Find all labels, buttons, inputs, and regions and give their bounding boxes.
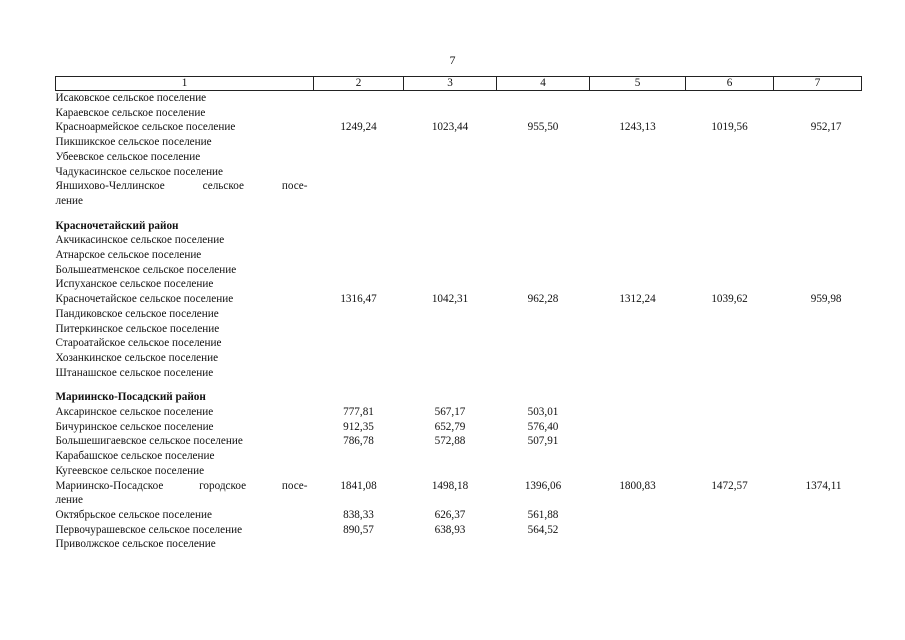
value-cell-col-2	[314, 263, 404, 278]
value-cell-col-5	[590, 493, 686, 508]
table-row	[56, 366, 862, 381]
value-cell-col-3	[404, 233, 497, 248]
value-cell-col-6	[686, 493, 774, 508]
table-row	[56, 351, 862, 366]
value-cell-col-6	[686, 434, 774, 449]
table-row	[56, 120, 862, 135]
value-cell-col-2	[314, 150, 404, 165]
value-cell-col-5	[590, 420, 686, 435]
value-cell-col-6	[686, 351, 774, 366]
settlement-name: Красноармейское сельское поселение	[55, 121, 236, 134]
value-cell-col-2: 838,33	[343, 508, 374, 521]
district-name: Мариинско-Посадский район	[55, 391, 206, 404]
value-cell-col-2	[314, 277, 404, 292]
settlement-name: Испуханское сельское поселение	[55, 278, 214, 291]
value-cell-col-3: 1023,44	[431, 121, 469, 134]
value-cell-col-3: 638,93	[434, 523, 466, 536]
value-cell-col-5	[590, 405, 686, 420]
value-cell-col-7	[774, 351, 862, 366]
value-cell-col-7	[774, 322, 862, 337]
value-cell-col-7	[774, 165, 862, 180]
value-cell-col-7	[774, 307, 862, 322]
value-cell-col-3	[404, 464, 497, 479]
settlement-name: Кугеевское сельское поселение	[55, 464, 205, 477]
value-cell-col-2	[314, 449, 404, 464]
settlement-name: Караевское сельское поселение	[55, 106, 206, 119]
settlement-name: Пикшикское сельское поселение	[55, 136, 212, 149]
value-cell-col-6	[686, 508, 774, 523]
value-cell-col-4	[497, 307, 590, 322]
value-cell-col-5	[590, 150, 686, 165]
value-cell-col-2	[314, 194, 404, 209]
value-cell-col-4	[497, 91, 590, 106]
column-header: 3	[404, 77, 497, 91]
value-cell-col-3	[404, 336, 497, 351]
value-cell-col-2	[314, 537, 404, 552]
settlement-name: ление	[55, 194, 83, 207]
table-header-row	[56, 77, 862, 91]
value-cell-col-5	[590, 351, 686, 366]
value-cell-col-7: 1374,11	[805, 479, 842, 492]
value-cell-col-6	[686, 248, 774, 263]
value-cell-col-5	[590, 366, 686, 381]
table-row	[56, 194, 862, 209]
value-cell-col-4	[497, 106, 590, 121]
value-cell-col-4	[497, 263, 590, 278]
settlement-name: Аксаринское сельское поселение	[55, 406, 214, 419]
settlement-name: Первочурашевское сельское поселение	[55, 523, 243, 536]
settlement-name: Приволжское сельское поселение	[55, 538, 216, 551]
value-cell-col-3: 626,37	[434, 508, 466, 521]
value-cell-col-4	[497, 493, 590, 508]
settlement-name: Карабашское сельское поселение	[55, 450, 215, 463]
district-row	[56, 219, 862, 234]
settlement-name: Староатайское сельское поселение	[55, 337, 222, 350]
value-cell-col-4	[497, 194, 590, 209]
table-row	[56, 464, 862, 479]
value-cell-col-5	[590, 307, 686, 322]
value-cell-col-5	[590, 434, 686, 449]
value-cell-col-7	[774, 493, 862, 508]
settlement-name: Бичуринское сельское поселение	[55, 420, 214, 433]
value-cell-col-7	[774, 508, 862, 523]
district-row	[56, 390, 862, 405]
value-cell-col-3	[404, 537, 497, 552]
value-cell-col-6	[686, 165, 774, 180]
table-row	[56, 322, 862, 337]
value-cell-col-4	[497, 464, 590, 479]
value-cell-col-6	[686, 263, 774, 278]
value-cell-col-5: 1800,83	[619, 479, 656, 492]
value-cell-col-7	[774, 150, 862, 165]
value-cell-col-4	[497, 179, 590, 194]
value-cell-col-6	[686, 405, 774, 420]
value-cell-col-4	[497, 277, 590, 292]
value-cell-col-2: 1249,24	[340, 121, 377, 134]
table-row	[56, 150, 862, 165]
table-row	[56, 523, 862, 538]
settlement-name: Пандиковское сельское поселение	[55, 307, 219, 320]
value-cell-col-4	[497, 449, 590, 464]
value-cell-col-4: 564,52	[527, 523, 559, 536]
value-cell-col-3	[404, 248, 497, 263]
value-cell-col-3	[404, 351, 497, 366]
settlement-name: Красночетайское сельское поселение	[55, 293, 234, 306]
value-cell-col-5	[590, 523, 686, 538]
value-cell-col-2	[314, 165, 404, 180]
value-cell-col-7	[774, 194, 862, 209]
value-cell-col-6	[686, 366, 774, 381]
value-cell-col-7	[774, 434, 862, 449]
settlement-name: ление	[55, 494, 83, 507]
settlement-name: Мариинско-Посадское городское посе-	[55, 479, 308, 492]
value-cell-col-6	[686, 106, 774, 121]
value-cell-col-6	[686, 91, 774, 106]
value-cell-col-7	[774, 91, 862, 106]
value-cell-col-2	[314, 493, 404, 508]
value-cell-col-6	[686, 233, 774, 248]
value-cell-col-4	[497, 366, 590, 381]
table-row	[56, 336, 862, 351]
value-cell-col-5	[590, 135, 686, 150]
value-cell-col-3	[404, 150, 497, 165]
settlement-name: Чадукасинское сельское поселение	[55, 165, 224, 178]
settlement-name: Яншихово-Челлинское сельское посе-	[55, 180, 308, 193]
table-row	[56, 479, 862, 494]
value-cell-col-2	[314, 366, 404, 381]
table-row	[56, 135, 862, 150]
value-cell-col-5: 1243,13	[619, 121, 656, 134]
value-cell-col-6	[686, 307, 774, 322]
value-cell-col-5	[590, 106, 686, 121]
value-cell-col-7	[774, 537, 862, 552]
value-cell-col-3: 1042,31	[431, 293, 469, 306]
value-cell-col-4	[497, 351, 590, 366]
settlement-name: Убеевское сельское поселение	[55, 150, 201, 163]
value-cell-col-6	[686, 336, 774, 351]
settlement-name: Октябрьское сельское поселение	[55, 508, 212, 521]
value-cell-col-3	[404, 135, 497, 150]
district-name: Красночетайский район	[55, 219, 179, 232]
table-row	[56, 233, 862, 248]
value-cell-col-5	[590, 165, 686, 180]
value-cell-col-7	[774, 464, 862, 479]
value-cell-col-6: 1472,57	[711, 479, 748, 492]
value-cell-col-7	[774, 405, 862, 420]
value-cell-col-5	[590, 179, 686, 194]
value-cell-col-5	[590, 233, 686, 248]
value-cell-col-2	[314, 135, 404, 150]
value-cell-col-7: 952,17	[810, 121, 842, 134]
value-cell-col-6	[686, 464, 774, 479]
value-cell-col-4	[497, 150, 590, 165]
value-cell-col-2: 912,35	[343, 420, 374, 433]
value-cell-col-2	[314, 464, 404, 479]
settlement-name: Хозанкинское сельское поселение	[55, 351, 219, 364]
value-cell-col-6	[686, 150, 774, 165]
value-cell-col-2	[314, 307, 404, 322]
value-cell-col-7	[774, 277, 862, 292]
value-cell-col-3	[404, 307, 497, 322]
value-cell-col-5	[590, 508, 686, 523]
table-row	[56, 292, 862, 307]
value-cell-col-4	[497, 165, 590, 180]
value-cell-col-2	[314, 179, 404, 194]
value-cell-col-7	[774, 233, 862, 248]
value-cell-col-4: 561,88	[527, 508, 559, 521]
value-cell-col-7	[774, 449, 862, 464]
value-cell-col-3	[404, 91, 497, 106]
value-cell-col-5	[590, 336, 686, 351]
value-cell-col-7	[774, 336, 862, 351]
value-cell-col-7	[774, 248, 862, 263]
spacer-row	[56, 209, 862, 219]
value-cell-col-5	[590, 537, 686, 552]
value-cell-col-3: 1498,18	[431, 479, 469, 492]
value-cell-col-3	[404, 277, 497, 292]
value-cell-col-4: 962,28	[527, 293, 559, 306]
value-cell-col-6: 1019,56	[711, 121, 748, 134]
value-cell-col-3: 572,88	[434, 435, 466, 448]
value-cell-col-5	[590, 464, 686, 479]
value-cell-col-6	[686, 322, 774, 337]
settlement-name: Большеатменское сельское поселение	[55, 263, 237, 276]
value-cell-col-4: 507,91	[527, 435, 559, 448]
table-row	[56, 263, 862, 278]
spacer-cell	[56, 380, 862, 390]
table-row	[56, 449, 862, 464]
value-cell-col-3: 652,79	[434, 420, 466, 433]
value-cell-col-2	[314, 91, 404, 106]
value-cell-col-4	[497, 336, 590, 351]
value-cell-col-2	[314, 322, 404, 337]
value-cell-col-6	[686, 420, 774, 435]
value-cell-col-2: 786,78	[343, 435, 374, 448]
column-header: 5	[590, 77, 686, 91]
table-row	[56, 106, 862, 121]
table-row	[56, 179, 862, 194]
column-header: 2	[314, 77, 404, 91]
value-cell-col-5: 1312,24	[619, 293, 656, 306]
value-cell-col-5	[590, 449, 686, 464]
value-cell-col-6	[686, 537, 774, 552]
value-cell-col-3	[404, 366, 497, 381]
value-cell-col-7	[774, 366, 862, 381]
table-row	[56, 248, 862, 263]
value-cell-col-5	[590, 263, 686, 278]
value-cell-col-5	[590, 248, 686, 263]
value-cell-col-4: 503,01	[527, 406, 559, 419]
value-cell-col-3	[404, 263, 497, 278]
value-cell-col-6	[686, 179, 774, 194]
value-cell-col-4: 955,50	[527, 121, 559, 134]
value-cell-col-6	[686, 277, 774, 292]
settlement-name: Питеркинское сельское поселение	[55, 322, 220, 335]
settlement-name: Штанашское сельское поселение	[55, 366, 214, 379]
value-cell-col-4	[497, 537, 590, 552]
value-cell-col-4	[497, 248, 590, 263]
spacer-row	[56, 380, 862, 390]
column-header: 7	[774, 77, 862, 91]
value-cell-col-3	[404, 179, 497, 194]
column-header: 1	[56, 77, 314, 91]
data-table	[55, 76, 862, 552]
value-cell-col-3	[404, 194, 497, 209]
table-row	[56, 307, 862, 322]
value-cell-col-7	[774, 420, 862, 435]
value-cell-col-3	[404, 165, 497, 180]
value-cell-col-6	[686, 523, 774, 538]
settlement-name: Большешигаевское сельское поселение	[55, 435, 243, 448]
table-row	[56, 91, 862, 106]
value-cell-col-4	[497, 233, 590, 248]
table-row	[56, 165, 862, 180]
value-cell-col-2	[314, 351, 404, 366]
value-cell-col-4	[497, 135, 590, 150]
value-cell-col-5	[590, 194, 686, 209]
value-cell-col-2	[314, 106, 404, 121]
table-row	[56, 537, 862, 552]
value-cell-col-2: 1841,08	[340, 479, 377, 492]
value-cell-col-5	[590, 322, 686, 337]
settlement-name: Атнарское сельское поселение	[55, 249, 202, 262]
value-cell-col-3	[404, 106, 497, 121]
table-row	[56, 277, 862, 292]
column-header: 6	[686, 77, 774, 91]
spacer-cell	[56, 209, 862, 219]
value-cell-col-7	[774, 523, 862, 538]
value-cell-col-6	[686, 194, 774, 209]
value-cell-col-4	[497, 322, 590, 337]
value-cell-col-2: 777,81	[343, 406, 374, 419]
value-cell-col-2	[314, 233, 404, 248]
table-row	[56, 420, 862, 435]
value-cell-col-6: 1039,62	[711, 293, 748, 306]
column-header: 4	[497, 77, 590, 91]
value-cell-col-7	[774, 263, 862, 278]
value-cell-col-6	[686, 449, 774, 464]
settlement-name: Акчикасинское сельское поселение	[55, 234, 225, 247]
value-cell-col-6	[686, 135, 774, 150]
settlement-name: Исаковское сельское поселение	[55, 92, 207, 104]
value-cell-col-7	[774, 106, 862, 121]
value-cell-col-4: 576,40	[527, 420, 559, 433]
page-number: 7	[449, 53, 456, 67]
value-cell-col-7	[774, 179, 862, 194]
value-cell-col-5	[590, 91, 686, 106]
value-cell-col-7: 959,98	[810, 293, 842, 306]
value-cell-col-2: 1316,47	[340, 293, 377, 306]
value-cell-col-5	[590, 277, 686, 292]
value-cell-col-2	[314, 336, 404, 351]
value-cell-col-3: 567,17	[434, 406, 466, 419]
table-row	[56, 508, 862, 523]
value-cell-col-3	[404, 493, 497, 508]
value-cell-col-7	[774, 135, 862, 150]
table-row	[56, 434, 862, 449]
table-row	[56, 405, 862, 420]
value-cell-col-2	[314, 248, 404, 263]
value-cell-col-3	[404, 322, 497, 337]
table-row	[56, 493, 862, 508]
value-cell-col-4: 1396,06	[524, 479, 562, 492]
value-cell-col-2: 890,57	[343, 523, 374, 536]
value-cell-col-3	[404, 449, 497, 464]
